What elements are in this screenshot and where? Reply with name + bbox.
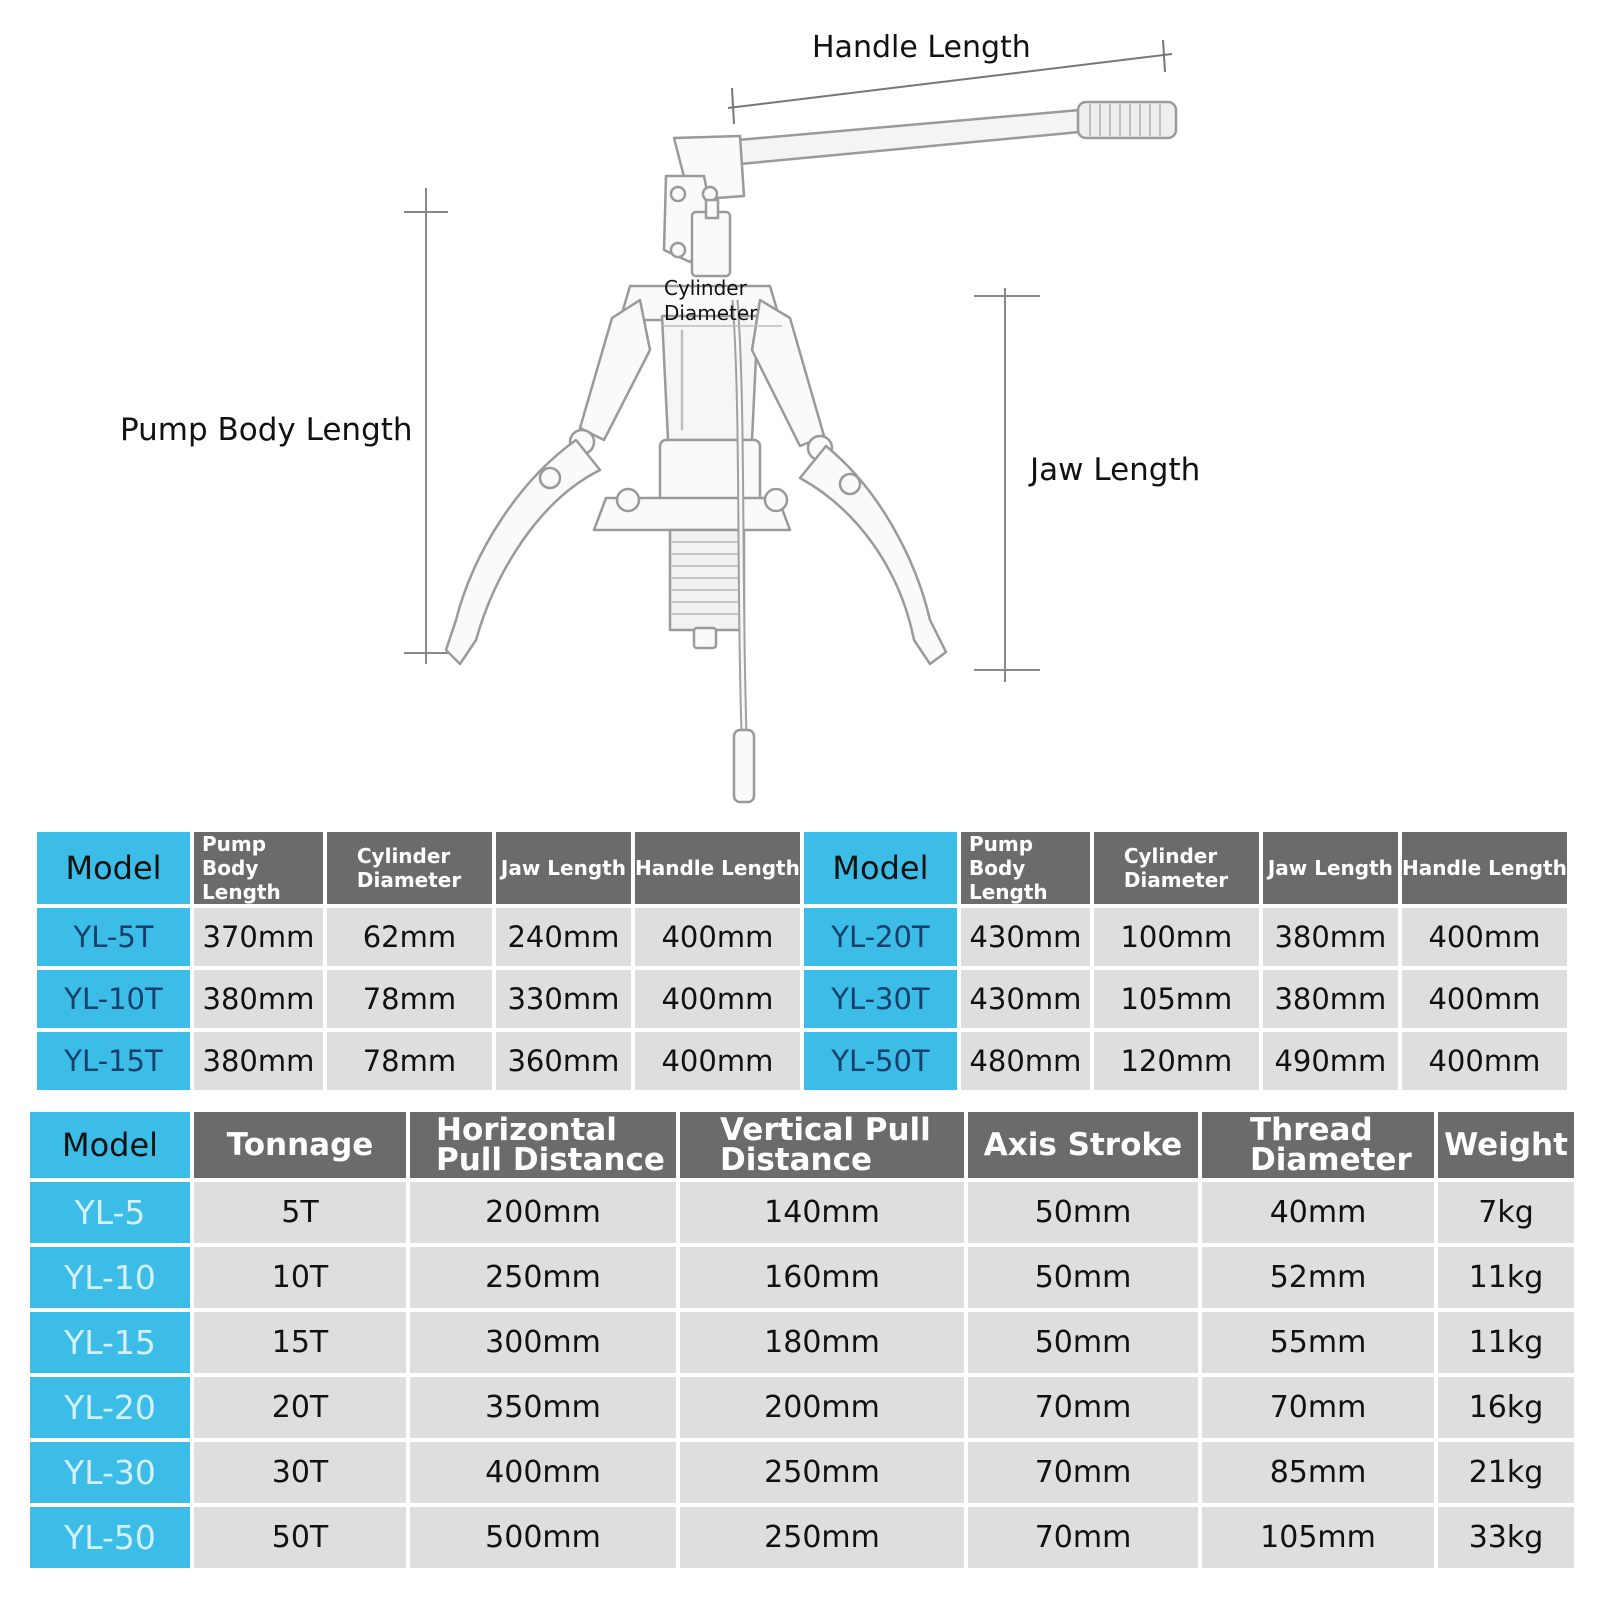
tonnage-cell: 15T <box>194 1312 406 1373</box>
model-cell: YL-50T <box>804 1032 957 1090</box>
axis-stroke-cell: 50mm <box>968 1182 1198 1243</box>
pump-body-length-cell: 430mm <box>961 970 1090 1028</box>
cylinder-diameter-cell: 62mm <box>327 908 492 966</box>
cylinder-diameter-label: Cylinder Diameter <box>664 276 758 325</box>
model-cell: YL-5 <box>30 1182 190 1243</box>
handle-length-cell: 400mm <box>1402 1032 1567 1090</box>
model-cell: YL-15T <box>37 1032 190 1090</box>
column-header-cylinder-diameter: Cylinder Diameter <box>1094 832 1259 904</box>
axis-stroke-cell: 70mm <box>968 1442 1198 1503</box>
horizontal-pull-distance-cell: 200mm <box>410 1182 676 1243</box>
column-header-jaw-length: Jaw Length <box>496 832 631 904</box>
horizontal-pull-distance-cell: 350mm <box>410 1377 676 1438</box>
pump-body-length-cell: 380mm <box>194 1032 323 1090</box>
horizontal-pull-distance-cell: 300mm <box>410 1312 676 1373</box>
tonnage-cell: 30T <box>194 1442 406 1503</box>
column-header-tonnage: Tonnage <box>194 1112 406 1178</box>
axis-stroke-cell: 70mm <box>968 1507 1198 1568</box>
jaw-length-cell: 240mm <box>496 908 631 966</box>
pump-body-length-cell: 430mm <box>961 908 1090 966</box>
thread-diameter-cell: 55mm <box>1202 1312 1434 1373</box>
vertical-pull-distance-cell: 200mm <box>680 1377 964 1438</box>
table-row <box>30 1247 1574 1308</box>
jaw-length-cell: 360mm <box>496 1032 631 1090</box>
pump-body-length-cell: 370mm <box>194 908 323 966</box>
vertical-pull-distance-cell: 180mm <box>680 1312 964 1373</box>
model-cell: YL-50 <box>30 1507 190 1568</box>
axis-stroke-cell: 50mm <box>968 1247 1198 1308</box>
column-header-pump-body-length: Pump Body Length <box>194 832 323 904</box>
handle-length-label: Handle Length <box>812 30 1031 65</box>
jaw-length-label: Jaw Length <box>1030 452 1201 488</box>
tonnage-cell: 20T <box>194 1377 406 1438</box>
column-header-model: Model <box>37 832 190 904</box>
handle-length-cell: 400mm <box>635 970 800 1028</box>
dimension-spec-table <box>33 828 1571 1094</box>
weight-cell: 7kg <box>1438 1182 1574 1243</box>
performance-spec-table <box>26 1108 1578 1572</box>
table-row <box>30 1507 1574 1568</box>
table-row <box>37 970 1567 1028</box>
table-row <box>37 1032 1567 1090</box>
thread-diameter-cell: 85mm <box>1202 1442 1434 1503</box>
column-header-cylinder-diameter: Cylinder Diameter <box>327 832 492 904</box>
cylinder-diameter-cell: 78mm <box>327 970 492 1028</box>
weight-cell: 33kg <box>1438 1507 1574 1568</box>
model-cell: YL-10T <box>37 970 190 1028</box>
thread-diameter-cell: 105mm <box>1202 1507 1434 1568</box>
jaw-length-cell: 330mm <box>496 970 631 1028</box>
vertical-pull-distance-cell: 250mm <box>680 1442 964 1503</box>
pump-body-length-cell: 380mm <box>194 970 323 1028</box>
tonnage-cell: 10T <box>194 1247 406 1308</box>
vertical-pull-distance-cell: 250mm <box>680 1507 964 1568</box>
column-header-model: Model <box>804 832 957 904</box>
horizontal-pull-distance-cell: 250mm <box>410 1247 676 1308</box>
column-header-handle-length: Handle Length <box>635 832 800 904</box>
pump-body-length-label: Pump Body Length <box>120 412 413 448</box>
model-cell: YL-20 <box>30 1377 190 1438</box>
model-cell: YL-5T <box>37 908 190 966</box>
axis-stroke-cell: 50mm <box>968 1312 1198 1373</box>
column-header-model: Model <box>30 1112 190 1178</box>
column-header-vertical-pull-distance: Vertical Pull Distance <box>680 1112 964 1178</box>
column-header-weight: Weight <box>1438 1112 1574 1178</box>
horizontal-pull-distance-cell: 400mm <box>410 1442 676 1503</box>
jaw-length-cell: 380mm <box>1263 970 1398 1028</box>
table-row <box>30 1312 1574 1373</box>
pump-body-length-cell: 480mm <box>961 1032 1090 1090</box>
jaw-length-cell: 380mm <box>1263 908 1398 966</box>
cylinder-diameter-cell: 120mm <box>1094 1032 1259 1090</box>
table-header-row <box>30 1112 1574 1178</box>
table-header-row <box>37 832 1567 904</box>
axis-stroke-cell: 70mm <box>968 1377 1198 1438</box>
handle-length-cell: 400mm <box>635 1032 800 1090</box>
column-header-axis-stroke: Axis Stroke <box>968 1112 1198 1178</box>
jaw-length-cell: 490mm <box>1263 1032 1398 1090</box>
handle-length-cell: 400mm <box>1402 908 1567 966</box>
weight-cell: 11kg <box>1438 1247 1574 1308</box>
column-header-pump-body-length: Pump Body Length <box>961 832 1090 904</box>
model-cell: YL-20T <box>804 908 957 966</box>
vertical-pull-distance-cell: 140mm <box>680 1182 964 1243</box>
column-header-thread-diameter: Thread Diameter <box>1202 1112 1434 1178</box>
column-header-horizontal-pull-distance: Horizontal Pull Distance <box>410 1112 676 1178</box>
table-row <box>30 1182 1574 1243</box>
thread-diameter-cell: 52mm <box>1202 1247 1434 1308</box>
table-row <box>37 908 1567 966</box>
column-header-handle-length: Handle Length <box>1402 832 1567 904</box>
model-cell: YL-30 <box>30 1442 190 1503</box>
thread-diameter-cell: 70mm <box>1202 1377 1434 1438</box>
vertical-pull-distance-cell: 160mm <box>680 1247 964 1308</box>
weight-cell: 16kg <box>1438 1377 1574 1438</box>
model-cell: YL-10 <box>30 1247 190 1308</box>
cylinder-diameter-cell: 100mm <box>1094 908 1259 966</box>
table-row <box>30 1442 1574 1503</box>
model-cell: YL-15 <box>30 1312 190 1373</box>
column-header-jaw-length: Jaw Length <box>1263 832 1398 904</box>
handle-length-cell: 400mm <box>1402 970 1567 1028</box>
handle-length-cell: 400mm <box>635 908 800 966</box>
tonnage-cell: 5T <box>194 1182 406 1243</box>
cylinder-diameter-cell: 78mm <box>327 1032 492 1090</box>
weight-cell: 21kg <box>1438 1442 1574 1503</box>
cylinder-diameter-cell: 105mm <box>1094 970 1259 1028</box>
horizontal-pull-distance-cell: 500mm <box>410 1507 676 1568</box>
table-row <box>30 1377 1574 1438</box>
weight-cell: 11kg <box>1438 1312 1574 1373</box>
thread-diameter-cell: 40mm <box>1202 1182 1434 1243</box>
model-cell: YL-30T <box>804 970 957 1028</box>
tonnage-cell: 50T <box>194 1507 406 1568</box>
